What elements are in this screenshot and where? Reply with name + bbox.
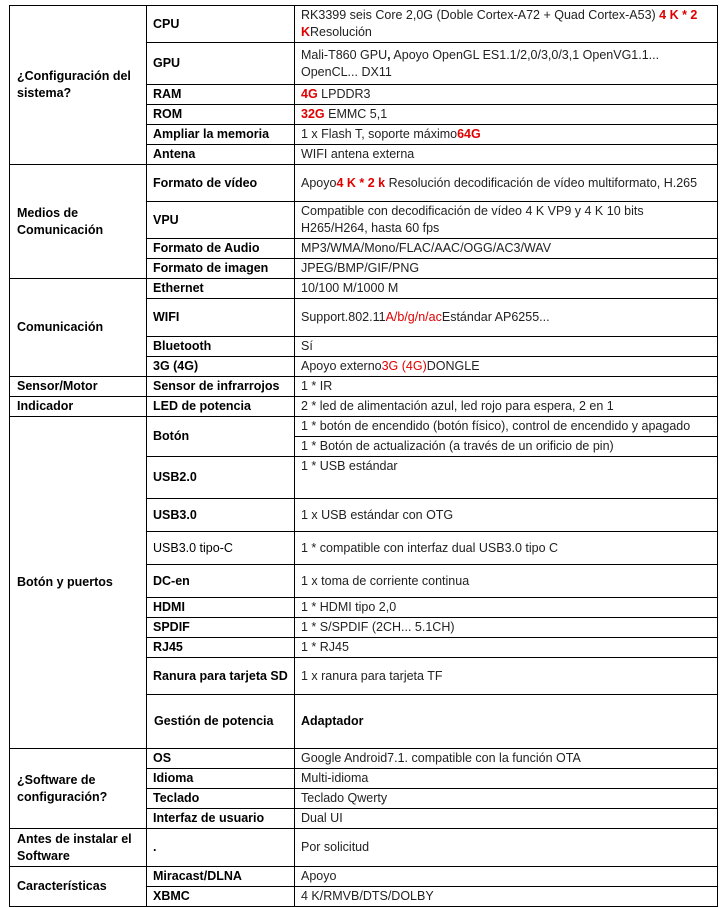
- spec-label-bluetooth: Bluetooth: [147, 337, 295, 357]
- table-row: [10, 279, 718, 299]
- spec-value: [295, 829, 718, 867]
- spec-label-usb3-0-tipo-c: USB3.0 tipo-C: [147, 532, 295, 565]
- category-sensor-motor: Sensor/Motor: [10, 377, 147, 397]
- spec-value: [295, 887, 718, 907]
- spec-value-segment: Multi-idioma: [301, 771, 369, 785]
- spec-value-segment: 4G: [301, 87, 318, 101]
- spec-value-segment: 2 * led de alimentación azul, led rojo para espera, 2 en 1: [301, 399, 614, 413]
- spec-value-segment: Apoyo OpenGL ES1.1/2,0/3,0/3,1 OpenVG1.1... OpenCL... DX11: [301, 47, 660, 79]
- spec-value: [295, 638, 718, 658]
- spec-value-segment: Google Android7.1. compatible con la función OTA: [301, 751, 581, 765]
- spec-value: [295, 85, 718, 105]
- spec-value-segment: 1 * compatible con interfaz dual USB3.0 tipo C: [301, 540, 559, 555]
- table-row: [10, 397, 718, 417]
- spec-value-segment: RK3399 seis Core 2,0G (Doble Cortex-A72 + Quad Cortex-A53): [301, 8, 660, 22]
- spec-label-wifi: WIFI: [147, 299, 295, 337]
- spec-value-segment: 64G: [457, 127, 481, 141]
- spec-value-segment: LPDDR3: [317, 87, 371, 101]
- spec-label-formato-de-audio: Formato de Audio: [147, 239, 295, 259]
- spec-value-segment: 4 K * 2 k: [336, 175, 386, 190]
- spec-value-segment: 1 * HDMI tipo 2,0: [301, 600, 397, 614]
- category-caracteristicas: Características: [10, 867, 147, 907]
- spec-value-segment: Dual UI: [301, 811, 343, 825]
- spec-label-antena: Antena: [147, 145, 295, 165]
- spec-label-led-de-potencia: LED de potencia: [147, 397, 295, 417]
- spec-value: [295, 165, 718, 202]
- table-row: [10, 165, 718, 202]
- spec-label-usb3-0: USB3.0: [147, 499, 295, 532]
- spec-value: [295, 43, 718, 85]
- spec-value: [295, 565, 718, 598]
- spec-value: [295, 499, 718, 532]
- spec-value-segment: 1 * botón de encendido (botón físico), control de encendido y apagado: [301, 419, 691, 433]
- spec-value-segment: ,: [387, 47, 391, 62]
- spec-label-formato-de-imagen: Formato de imagen: [147, 259, 295, 279]
- spec-value-segment: Por solicitud: [301, 840, 370, 854]
- table-row: [10, 749, 718, 769]
- spec-value: [295, 789, 718, 809]
- spec-label-interfaz-de-usuario: Interfaz de usuario: [147, 809, 295, 829]
- spec-value-segment: Resolución: [310, 25, 372, 39]
- category-indicador: Indicador: [10, 397, 147, 417]
- spec-value-segment: 4 K/RMVB/DTS/DOLBY: [301, 889, 434, 903]
- spec-label-formato-de-video: Formato de vídeo: [147, 165, 295, 202]
- spec-label-boton: Botón: [147, 417, 295, 457]
- spec-value-segment: 1 * RJ45: [301, 640, 349, 654]
- spec-value: [295, 202, 718, 239]
- spec-value-segment: Apoyo: [301, 869, 337, 883]
- table-row: [10, 6, 718, 43]
- category-antes-de-instalar-el-software: Antes de instalar el Software: [10, 829, 147, 867]
- spec-value-segment: 1 * USB estándar: [301, 459, 398, 473]
- spec-value-segment: Apoyo externo: [301, 359, 382, 373]
- spec-value-segment: Teclado Qwerty: [301, 791, 388, 805]
- spec-label-ampliar-la-memoria: Ampliar la memoria: [147, 125, 295, 145]
- table-row: [10, 417, 718, 437]
- spec-value-segment: 3G (4G): [381, 359, 427, 373]
- spec-value-segment: 32G: [301, 107, 325, 121]
- spec-value-segment: Mali-T860 GPU: [301, 47, 388, 62]
- spec-value: [295, 397, 718, 417]
- spec-value: [295, 105, 718, 125]
- category-configuracion-del-sistema: ¿Configuración del sistema?: [10, 6, 147, 165]
- spec-value: [295, 769, 718, 789]
- spec-label-ram: RAM: [147, 85, 295, 105]
- spec-value-segment: MP3/WMA/Mono/FLAC/AAC/OGG/AC3/WAV: [301, 241, 552, 255]
- spec-label-ranura-para-tarjeta-sd: Ranura para tarjeta SD: [147, 658, 295, 695]
- table-row: [10, 867, 718, 887]
- spec-label-xbmc: XBMC: [147, 887, 295, 907]
- spec-label-ethernet: Ethernet: [147, 279, 295, 299]
- spec-value: [295, 259, 718, 279]
- spec-value: [295, 618, 718, 638]
- spec-value-segment: 4 K * 2 K: [301, 8, 698, 39]
- spec-value-segment: 1 x toma de corriente continua: [301, 573, 470, 588]
- spec-label-vpu: VPU: [147, 202, 295, 239]
- spec-value-segment: Estándar AP6255...: [441, 310, 550, 324]
- spec-value: [295, 279, 718, 299]
- spec-label-gpu: GPU: [147, 43, 295, 85]
- spec-value: [295, 357, 718, 377]
- category-software-de-configuracion: ¿Software de configuración?: [10, 749, 147, 829]
- spec-label-rom: ROM: [147, 105, 295, 125]
- spec-label-hdmi: HDMI: [147, 598, 295, 618]
- spec-label-3g-4g: 3G (4G): [147, 357, 295, 377]
- spec-label-teclado: Teclado: [147, 789, 295, 809]
- spec-value: [295, 867, 718, 887]
- spec-label-dc-en: DC-en: [147, 565, 295, 598]
- spec-label-os: OS: [147, 749, 295, 769]
- spec-label-adaptador: Adaptador: [295, 695, 718, 749]
- spec-label-sensor-de-infrarrojos: Sensor de infrarrojos: [147, 377, 295, 397]
- spec-value-segment: WIFI antena externa: [301, 147, 415, 161]
- spec-value-segment: Sí: [301, 339, 313, 353]
- spec-value-segment: Support.802.11: [301, 310, 386, 324]
- spec-value: [295, 337, 718, 357]
- spec-value: [295, 598, 718, 618]
- spec-value: [295, 239, 718, 259]
- spec-value-segment: A/b/g/n/ac: [385, 310, 442, 324]
- spec-value-segment: 1 x USB estándar con OTG: [301, 507, 454, 522]
- spec-label-item: .: [147, 829, 295, 867]
- spec-value: [295, 437, 718, 457]
- spec-value: [295, 299, 718, 337]
- spec-value: [295, 417, 718, 437]
- spec-value: [295, 145, 718, 165]
- spec-value-segment: JPEG/BMP/GIF/PNG: [301, 261, 420, 275]
- spec-value: [295, 377, 718, 397]
- spec-label-idioma: Idioma: [147, 769, 295, 789]
- spec-value-segment: 1 * S/SPDIF (2CH... 5.1CH): [301, 620, 455, 634]
- spec-label-rj45: RJ45: [147, 638, 295, 658]
- spec-value: [295, 809, 718, 829]
- spec-value: [295, 658, 718, 695]
- spec-label-usb2-0: USB2.0: [147, 457, 295, 499]
- category-comunicacion: Comunicación: [10, 279, 147, 377]
- spec-value: [295, 6, 718, 43]
- spec-value-segment: Compatible con decodificación de vídeo 4 K VP9 y 4 K 10 bits H265/H264, hasta 60 fps: [301, 204, 644, 235]
- spec-value-segment: 1 x Flash T, soporte máximo: [301, 127, 458, 141]
- spec-value: [295, 532, 718, 565]
- category-gestion-de-potencia: Gestión de potencia: [147, 695, 295, 749]
- spec-value: [295, 749, 718, 769]
- table-row: [10, 829, 718, 867]
- spec-value-segment: Resolución decodificación de vídeo multiformato, H.265: [385, 175, 698, 190]
- spec-value: [295, 457, 718, 499]
- spec-table-body: [10, 6, 718, 907]
- spec-value-segment: 1 * IR: [301, 379, 333, 393]
- spec-value-segment: Apoyo: [301, 175, 337, 190]
- spec-value-segment: DONGLE: [426, 359, 480, 373]
- spec-value-segment: EMMC 5,1: [324, 107, 388, 121]
- spec-value-segment: 1 x ranura para tarjeta TF: [301, 668, 443, 683]
- spec-label-spdif: SPDIF: [147, 618, 295, 638]
- table-row: [10, 377, 718, 397]
- spec-value-segment: 1 * Botón de actualización (a través de un orificio de pin): [301, 439, 614, 453]
- category-boton-y-puertos: Botón y puertos: [10, 417, 147, 749]
- spec-table: [9, 5, 718, 907]
- spec-value: [295, 125, 718, 145]
- spec-label-miracast-dlna: Miracast/DLNA: [147, 867, 295, 887]
- category-medios-de-comunicacion: Medios de Comunicación: [10, 165, 147, 279]
- spec-value-segment: 10/100 M/1000 M: [301, 281, 399, 295]
- spec-label-cpu: CPU: [147, 6, 295, 43]
